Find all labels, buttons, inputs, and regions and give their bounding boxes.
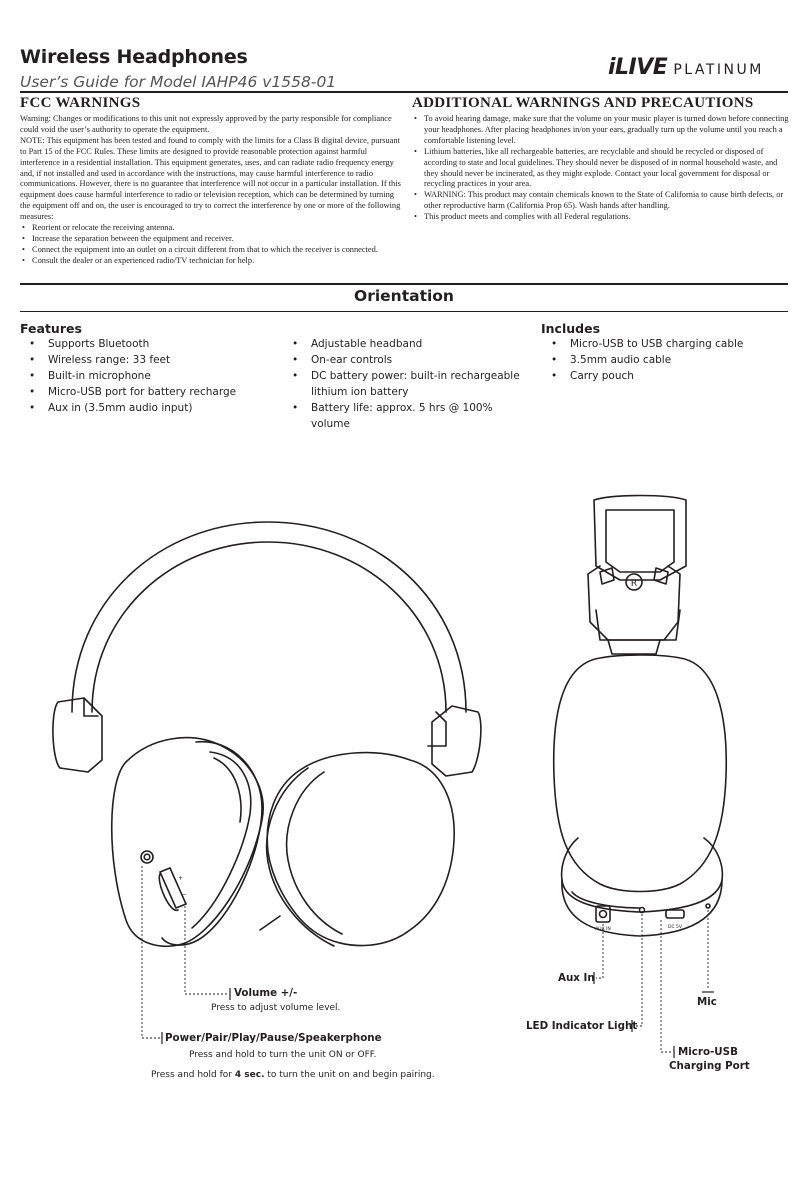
power-button-mark	[141, 851, 153, 863]
additional-item: • WARNING: This product may contain chemicals known to the State of California to cause birth defects, or other reproductive harm (California Prop 65). Wash hands after handling.	[412, 190, 790, 212]
left-hinge	[53, 698, 102, 772]
aux-in-mark: AUX IN	[595, 927, 611, 932]
power-note-duration: 4 sec.	[234, 1070, 265, 1080]
feature-item: • DC battery power: built-in rechargeable lithium ion battery	[292, 369, 522, 401]
volume-plus-mark: +	[178, 875, 184, 882]
right-hinge	[432, 706, 481, 776]
fcc-measure: • Consult the dealer or an experienced radio/TV technician for help.	[20, 256, 402, 267]
usb-callout-label-2: Charging Port	[669, 1060, 750, 1072]
includes-item: • Carry pouch	[551, 369, 791, 385]
mic-hole	[706, 904, 710, 908]
includes-item: • Micro-USB to USB charging cable	[551, 337, 791, 353]
volume-rocker	[160, 868, 186, 908]
volume-minus-mark: −	[182, 891, 188, 898]
power-callout-label: Power/Pair/Play/Pause/Speakerphone	[165, 1032, 382, 1044]
feature-item: • Wireless range: 33 feet	[29, 353, 269, 369]
additional-item: • Lithium batteries, like all rechargeable batteries, are recyclable and should be recycled or disposed of according to state and local guidelines. They should never be disposed of in normal household waste, and they should never be incinerated, as they might explode. Contact your local government for disposal or recycling practices in your area.	[412, 147, 790, 191]
feature-item: • Adjustable headband	[292, 337, 522, 353]
fcc-paragraph-2: NOTE: This equipment has been tested and found to comply with the limits for a Class B digital device, pursuant to Part 15 of the FCC Rules. These limits are designed to provide reasonable protection against harmful interference in a residential installation. This equipment generates, uses, and can radiate radio frequency energy and, if not installed and used in accordance with the instructions, may cause harmful interference to radio communications. However, there is no guarantee that interference will not occur in a particular installation. If this equipment does cause harmful interference to radio or television reception, which can be determined by turning the equipment off and on, the user is encouraged to try to correct the interference by one or more of the following measures:	[20, 135, 401, 222]
led-callout-label: LED Indicator Light	[526, 1020, 638, 1032]
headband-outer	[72, 522, 466, 712]
side-earcup-cushion	[554, 655, 727, 892]
feature-item: • Supports Bluetooth	[29, 337, 269, 353]
aux-in-callout-label: Aux In	[558, 972, 595, 984]
led-indicator	[640, 908, 645, 913]
fcc-measure: • Connect the equipment into an outlet on a circuit different from that to which the receiver is connected.	[20, 245, 402, 256]
usb-leader-line	[661, 920, 672, 1052]
power-leader-line	[142, 866, 160, 1038]
power-callout-note-1: Press and hold to turn the unit ON or OFF.	[189, 1050, 377, 1060]
feature-item: • Micro-USB port for battery recharge	[29, 385, 269, 401]
volume-callout-label: Volume +/-	[234, 987, 298, 999]
power-note-text: to turn the unit on and begin pairing.	[264, 1070, 435, 1080]
additional-heading: ADDITIONAL WARNINGS AND PRECAUTIONS	[412, 95, 754, 111]
features-heading: Features	[20, 321, 82, 336]
feature-item: • Battery life: approx. 5 hrs @ 100% volume	[292, 401, 522, 433]
usb-callout-label-1: Micro-USB	[678, 1046, 738, 1058]
includes-heading: Includes	[541, 321, 601, 336]
left-earcup-cushion	[162, 742, 262, 945]
feature-item: • On-ear controls	[292, 353, 522, 369]
feature-item: • Aux in (3.5mm audio input)	[29, 401, 269, 417]
orientation-heading: Orientation	[354, 287, 454, 305]
power-callout-note-2	[151, 1070, 435, 1080]
additional-item: • This product meets and complies with all Federal regulations.	[412, 212, 790, 223]
includes-item: • 3.5mm audio cable	[551, 353, 791, 369]
logo-ilive: iLIVE	[608, 55, 668, 80]
additional-item: • To avoid hearing damage, make sure that the volume on your music player is turned down before connecting your headphones. After placing headphones in/on your ears, gradually turn up the volume until you reach a comfortable listening level.	[412, 114, 790, 147]
headband-inner	[92, 542, 446, 712]
feature-item: • Built-in microphone	[29, 369, 269, 385]
fcc-measure: • Reorient or relocate the receiving antenna.	[20, 223, 402, 234]
led-leader-line	[634, 914, 642, 1026]
side-headband	[594, 496, 686, 581]
document-title: Wireless Headphones	[20, 46, 248, 68]
document-subtitle: User’s Guide for Model IAHP46 v1558-01	[20, 73, 337, 91]
usb-port	[666, 910, 684, 918]
registered-mark: R	[630, 579, 638, 589]
logo-platinum: PLATINUM	[673, 62, 764, 78]
power-note-text: Press and hold for	[151, 1070, 235, 1080]
dc-in-mark: DC 5V	[668, 925, 682, 930]
fcc-paragraph-1: Warning: Changes or modifications to this unit not expressly approved by the party responsible for compliance could void the user’s authority to operate the equipment.	[20, 114, 392, 134]
fcc-measure: • Increase the separation between the equipment and receiver.	[20, 234, 402, 245]
fcc-heading: FCC WARNINGS	[20, 95, 141, 111]
mic-callout-label: Mic	[697, 996, 717, 1008]
volume-callout-note: Press to adjust volume level.	[211, 1003, 341, 1013]
aux-leader-line	[596, 924, 603, 978]
